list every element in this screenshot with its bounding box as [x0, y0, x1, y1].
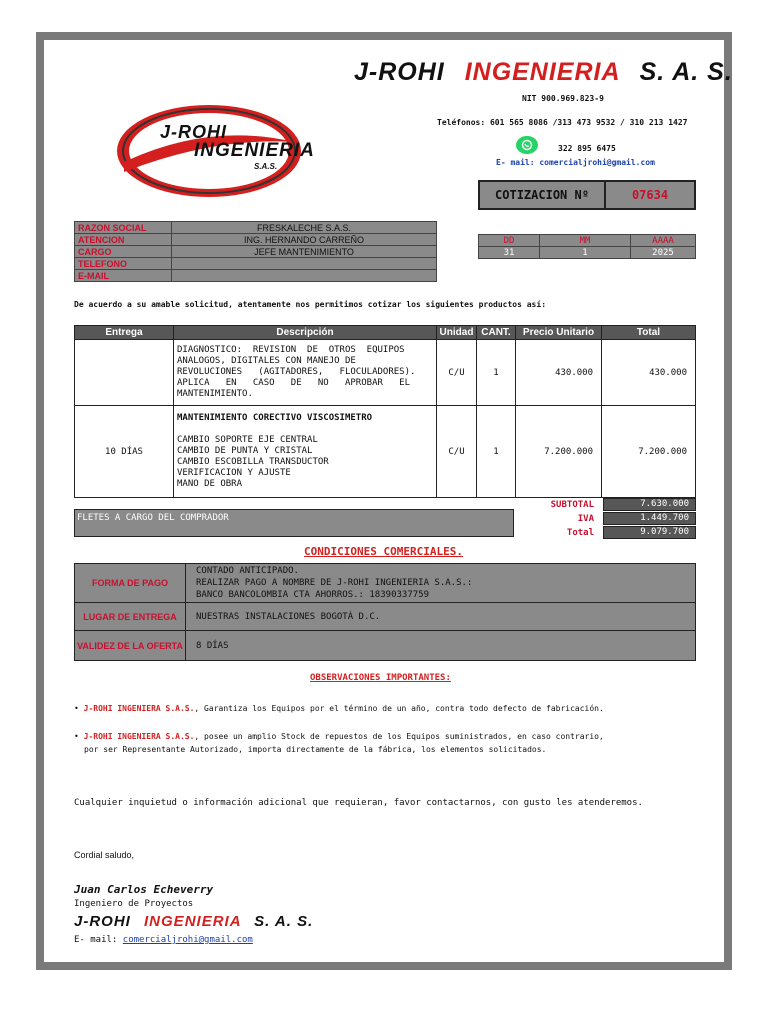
document-frame: [36, 32, 732, 970]
date-header-mm: MM: [540, 235, 631, 247]
footer-brand: [74, 913, 313, 930]
items-table: [74, 325, 696, 498]
col-cant: CANT.: [477, 326, 516, 340]
condition-row: [75, 603, 696, 631]
observation-text2: por ser Representante Autorizado, importa directamente de la fábrica, los elementos solicitados.: [84, 745, 547, 754]
footer-email: [74, 935, 253, 945]
desc-line: CAMBIO DE PUNTA Y CRISTAL: [177, 446, 313, 456]
date-aaaa: 2025: [631, 247, 696, 259]
greeting: Cordial saludo,: [74, 850, 135, 860]
logo-line2: INGENIERIA: [194, 140, 315, 161]
quote-number: 07634: [631, 188, 669, 202]
client-row: [75, 222, 437, 234]
client-row: [75, 258, 437, 270]
nit: NIT 900.969.823-9: [522, 94, 604, 103]
logo-line3: S.A.S.: [254, 162, 278, 171]
observation-text: , posee un amplio Stock de repuestos de los Equipos suministrados, en caso contrario,: [194, 732, 604, 741]
condition-line: CONTADO ANTICIPADO.: [196, 566, 299, 576]
desc-line: ANALOGOS, DIGITALES CON MANEJO DE: [177, 356, 356, 366]
total-value: 9.079.700: [603, 526, 696, 539]
brand-part3: S. A. S.: [639, 58, 733, 86]
row-entrega: [75, 340, 174, 406]
date-header-aaaa: AAAA: [631, 235, 696, 247]
desc-line: MANTENIMIENTO.: [177, 389, 253, 399]
desc-line: CAMBIO ESCOBILLA TRANSDUCTOR: [177, 457, 329, 467]
condition-label: LUGAR DE ENTREGA: [75, 603, 186, 631]
whatsapp-icon: [516, 136, 538, 154]
row-description: [174, 340, 437, 406]
row-unidad: C/U: [437, 340, 477, 406]
date-dd: 31: [479, 247, 540, 259]
col-descripcion: Descripción: [174, 326, 437, 340]
row-precio: 7.200.000: [516, 406, 602, 498]
condition-row: [75, 631, 696, 661]
desc-line: MANO DE OBRA: [177, 479, 243, 489]
desc-line: CAMBIO SOPORTE EJE CENTRAL: [177, 435, 318, 445]
client-value: JEFE MANTENIMIENTO: [172, 246, 437, 258]
footer-brand-part2: INGENIERIA: [144, 913, 241, 930]
row-total: 7.200.000: [602, 406, 696, 498]
signer-name: Juan Carlos Echeverry: [74, 883, 214, 896]
condition-line: REALIZAR PAGO A NOMBRE DE J-ROHI INGENIERIA S.A.S.:: [196, 578, 473, 588]
date-table: [478, 234, 696, 259]
items-header-row: [75, 326, 696, 340]
condition-label: VALIDEZ DE LA OFERTA: [75, 631, 186, 661]
footer-brand-part1: J-ROHI: [74, 913, 131, 930]
condition-value: [186, 564, 696, 603]
condition-line: 8 DÍAS: [196, 640, 229, 651]
signer-role: Ingeniero de Proyectos: [74, 899, 194, 909]
footer-brand-part3: S. A. S.: [254, 913, 314, 930]
observation-company: J-ROHI INGENIERA S.A.S.: [83, 704, 195, 713]
iva-value: 1.449.700: [603, 512, 696, 525]
client-info-table: [74, 221, 437, 282]
condition-label: FORMA DE PAGO: [75, 564, 186, 603]
header-brand: [354, 58, 733, 87]
email-line: E- mail: comercialjrohi@gmail.com: [496, 158, 655, 167]
footer-email-link[interactable]: comercialjrohi@gmail.com: [122, 935, 253, 945]
desc-line: APLICA EN CASO DE NO APROBAR EL: [177, 378, 410, 388]
col-total: Total: [602, 326, 696, 340]
intro-text: De acuerdo a su amable solicitud, atentamente nos permitimos cotizar los siguientes productos así:: [74, 300, 547, 309]
footer-email-label: E- mail:: [74, 935, 118, 945]
subtotal-label: SUBTOTAL: [550, 500, 594, 510]
row-cant: 1: [477, 340, 516, 406]
total-label: Total: [566, 528, 594, 538]
client-value: FRESKALECHE S.A.S.: [172, 222, 437, 234]
col-precio: Precio Unitario: [516, 326, 602, 340]
condition-row: [75, 564, 696, 603]
logo-line1: J-ROHI: [160, 122, 228, 142]
bullet-icon: •: [74, 732, 84, 741]
desc-line: [177, 424, 433, 435]
observations-title: OBSERVACIONES IMPORTANTES:: [310, 673, 451, 683]
brand-part2: INGENIERIA: [464, 58, 620, 86]
client-label: CARGO: [75, 246, 172, 258]
conditions-table: [74, 563, 696, 661]
client-row: [75, 234, 437, 246]
client-label: ATENCION: [75, 234, 172, 246]
client-value: [172, 258, 437, 270]
observation-company: J-ROHI INGENIERA S.A.S.: [83, 732, 195, 741]
fletes-box: FLETES A CARGO DEL COMPRADOR: [74, 509, 514, 537]
observation-item: [74, 704, 604, 713]
client-value: [172, 270, 437, 282]
brand-part1: J-ROHI: [354, 58, 445, 86]
observation-text: , Garantiza los Equipos por el término de un año, contra todo defecto de fabricación.: [194, 704, 604, 713]
client-label: TELEFONO: [75, 258, 172, 270]
col-unidad: Unidad: [437, 326, 477, 340]
desc-line: MANTENIMIENTO CORECTIVO VISCOSIMETRO: [177, 413, 373, 423]
iva-label: IVA: [577, 514, 594, 524]
condition-line: BANCO BANCOLOMBIA CTA AHORROS.: 18390337759: [196, 590, 429, 600]
row-cant: 1: [477, 406, 516, 498]
client-row: [75, 270, 437, 282]
condition-value: [186, 631, 696, 661]
desc-line: DIAGNOSTICO: REVISION DE OTROS EQUIPOS: [177, 345, 405, 355]
whatsapp-number: 322 895 6475: [558, 144, 616, 153]
row-unidad: C/U: [437, 406, 477, 498]
table-row: [75, 406, 696, 498]
client-value: ING. HERNANDO CARREÑO: [172, 234, 437, 246]
row-precio: 430.000: [516, 340, 602, 406]
desc-line: REVOLUCIONES (AGITADORES, FLOCULADORES).: [177, 367, 416, 377]
col-entrega: Entrega: [75, 326, 174, 340]
row-entrega: 10 DÍAS: [75, 406, 174, 498]
date-mm: 1: [540, 247, 631, 259]
row-description: [174, 406, 437, 498]
observation-item: [74, 730, 604, 756]
bullet-icon: •: [74, 704, 84, 713]
condition-value: [186, 603, 696, 631]
row-total: 430.000: [602, 340, 696, 406]
conditions-title: CONDICIONES COMERCIALES.: [304, 545, 463, 558]
client-label: RAZON SOCIAL: [75, 222, 172, 234]
phones: Teléfonos: 601 565 8086 /313 473 9532 / 310 213 1427: [437, 118, 688, 127]
inquiry-text: Cualquier inquietud o información adicional que requieran, favor contactarnos, con gusto les atenderemos.: [74, 798, 643, 808]
quote-box: [478, 180, 696, 210]
client-row: [75, 246, 437, 258]
desc-line: VERIFICACION Y AJUSTE: [177, 468, 291, 478]
company-logo: [114, 102, 315, 200]
subtotal-value: 7.630.000: [603, 498, 696, 511]
quote-label: COTIZACION Nº: [480, 182, 606, 208]
condition-line: NUESTRAS INSTALACIONES BOGOTÁ D.C.: [196, 611, 381, 622]
client-label: E-MAIL: [75, 270, 172, 282]
date-header-dd: DD: [479, 235, 540, 247]
table-row: [75, 340, 696, 406]
